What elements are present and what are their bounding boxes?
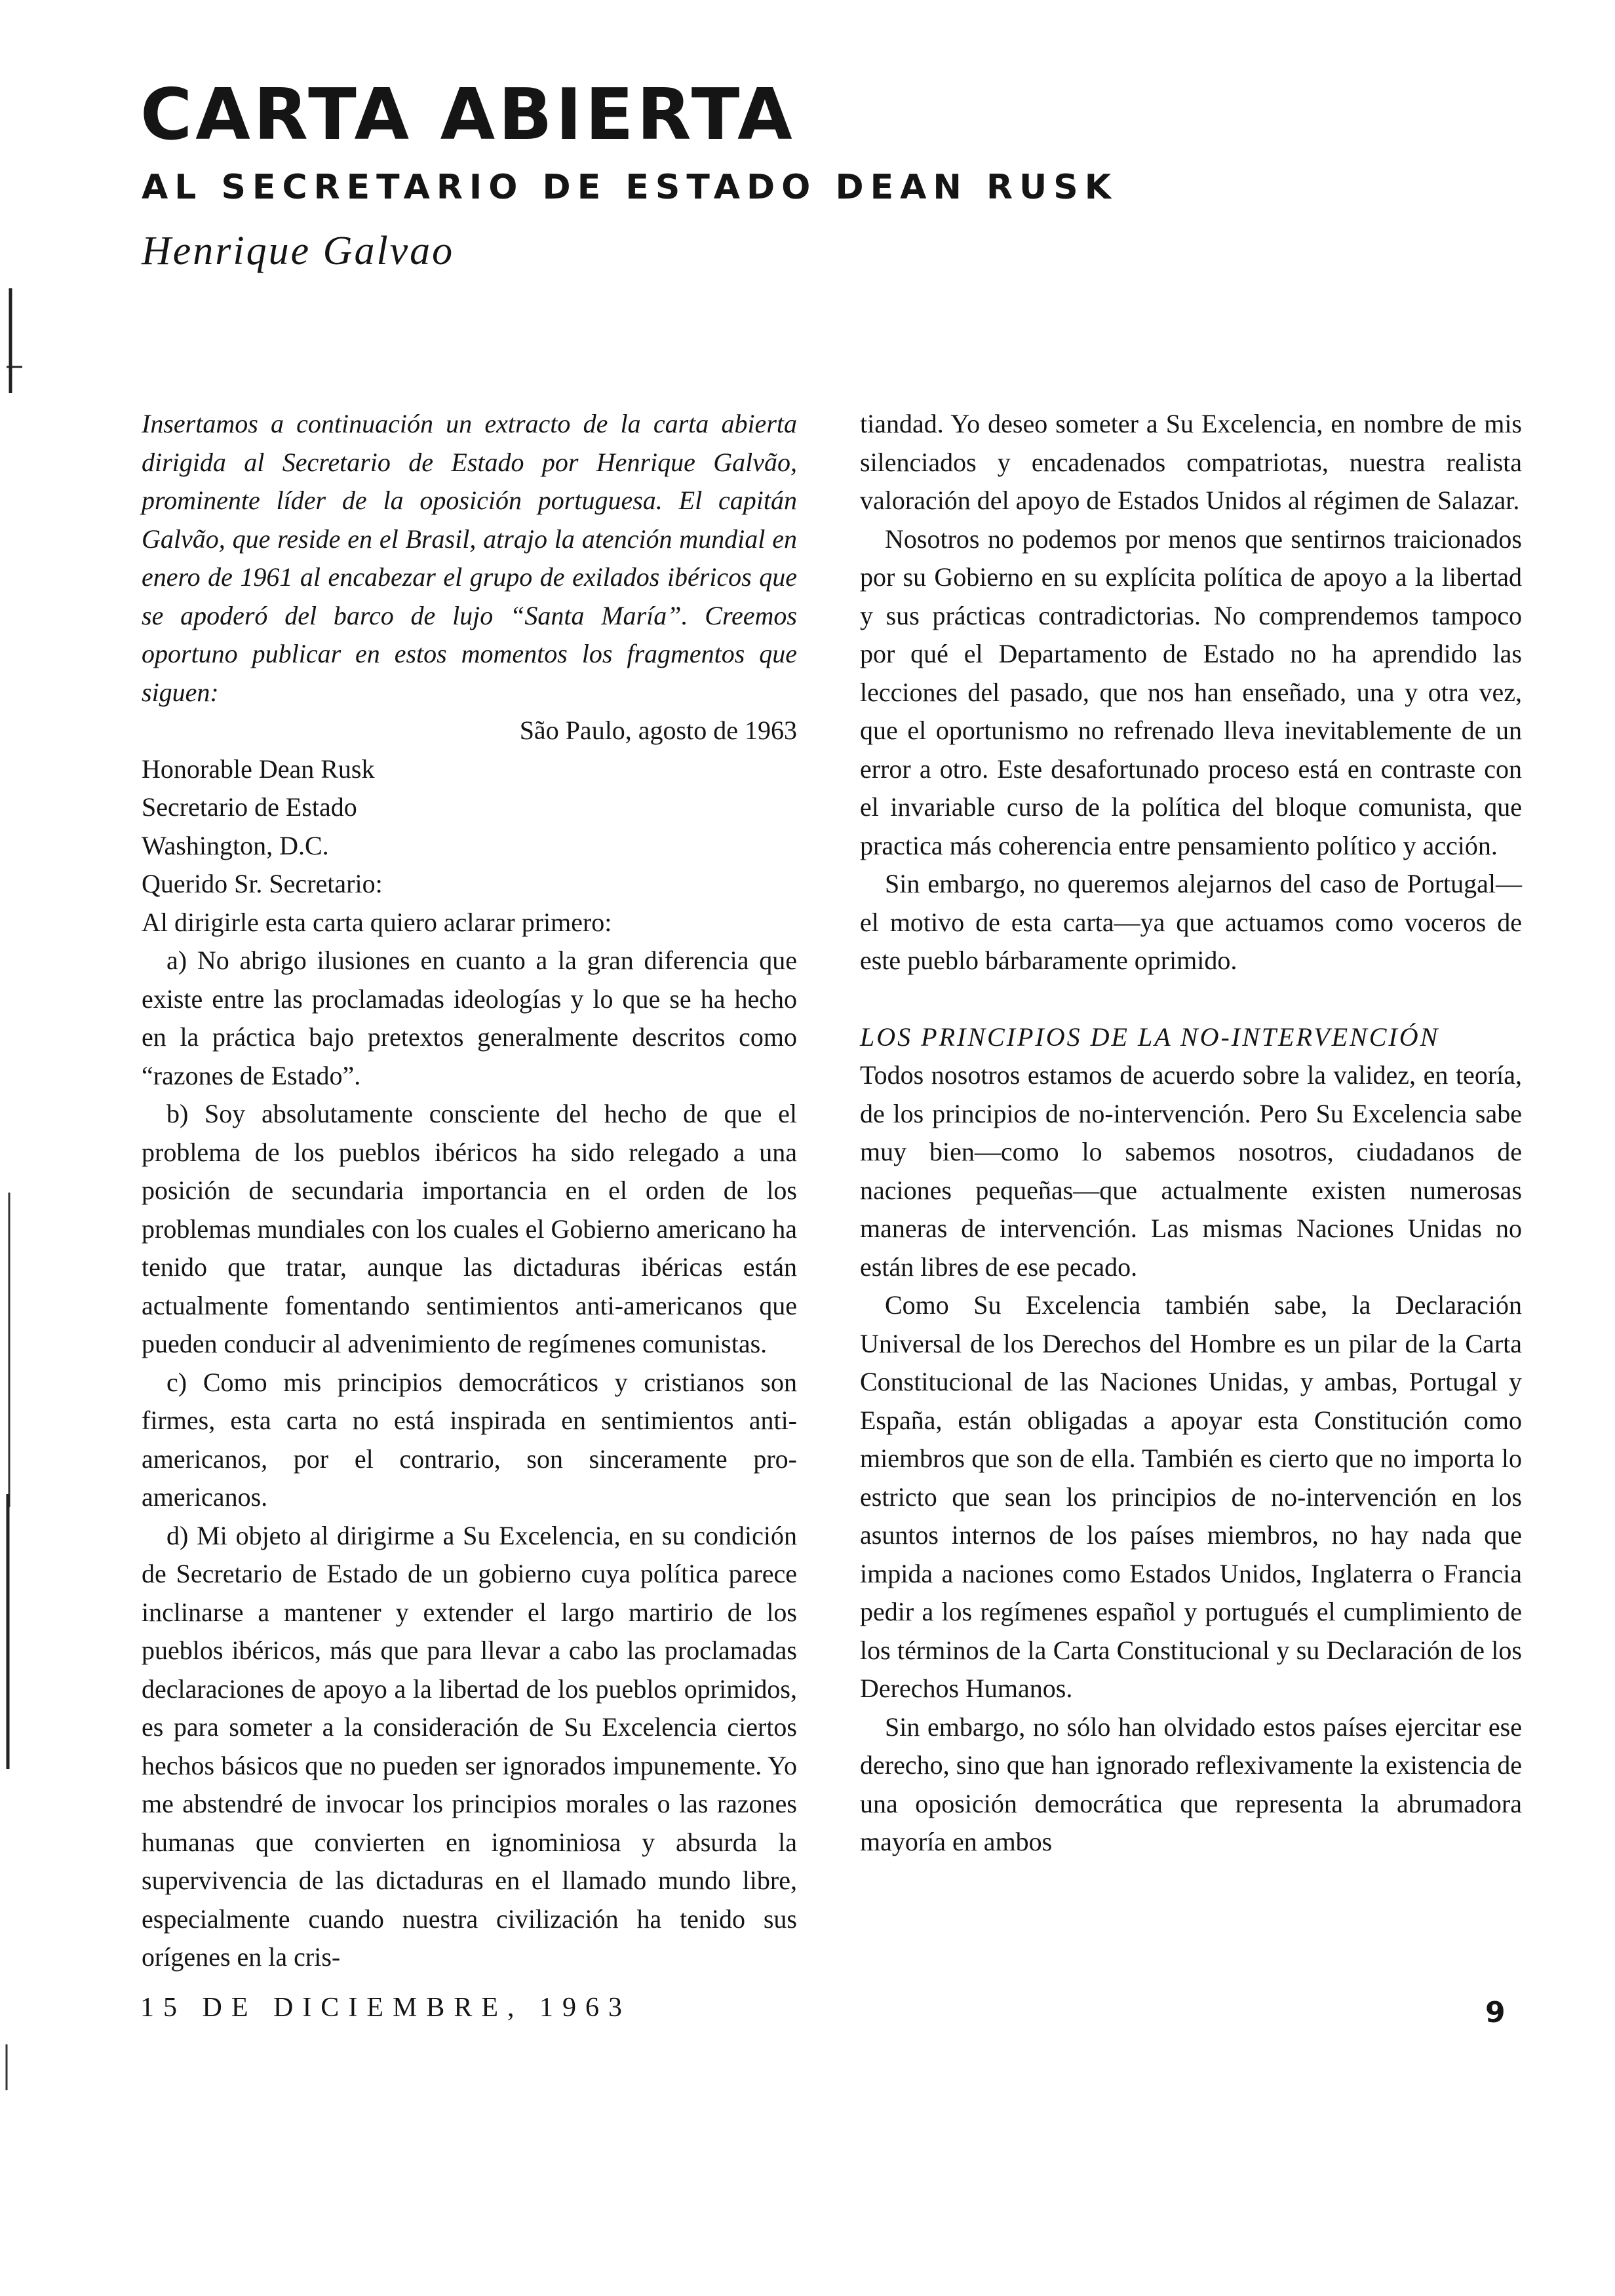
intro-paragraph: Insertamos a continuación un extracto de la carta abierta dirigida al Secretario de Estado por Henrique Galvão, prominente líder de la oposición portuguesa. El capitán Galvão, que reside en el Brasil, atrajo la atención mundial en enero de 1961 al encabezar el grupo de exilados ibéricos que se apoderó del barco de lujo “Santa María”. Creemos oportuno publicar en estos momentos los fragmentos que siguen: xyxy=(142,409,797,707)
letter-address-line: Secretario de Estado xyxy=(142,792,357,822)
letter-opening: Al dirigirle esta carta quiero aclarar primero: xyxy=(142,907,612,937)
body-paragraph: Sin embargo, no sólo han olvidado estos países ejercitar ese derecho, sino que han ignorado reflexivamente la existencia de una oposición democrática que representa la abrumadora mayoría en ambos xyxy=(860,1712,1522,1856)
point-d-paragraph: d) Mi objeto al dirigirme a Su Excelencia, en su condición de Secretario de Estado de un gobierno cuya política parece inclinarse a mantener y extender el largo martirio de los pueblos ibéricos, más que para llevar a cabo las proclamadas declaraciones de apoyo a la libertad de los pueblos oprimidos, es para someter a la consideración de Su Excelencia ciertos hechos básicos que no pueden ser ignorados impunemente. Yo me abstendré de invocar los principios morales o las razones humanas que convierten en ignominiosa y absurda la supervivencia de las dictaduras en el llamado mundo libre, especialmente cuando nuestra civilización ha tenido sus orígenes en la cris- xyxy=(142,1520,797,1972)
scan-edge-marks xyxy=(0,0,26,2296)
left-column xyxy=(142,405,797,1977)
article-subtitle: AL SECRETARIO DE ESTADO DEAN RUSK xyxy=(142,168,1118,207)
letter-salutation: Querido Sr. Secretario: xyxy=(142,869,383,898)
body-paragraph: Sin embargo, no queremos alejarnos del caso de Portugal—el motivo de esta carta—ya que actuamos como voceros de este pueblo bárbaramente oprimido. xyxy=(860,869,1522,975)
letter-address-line: Honorable Dean Rusk xyxy=(142,754,375,784)
body-paragraph: Como Su Excelencia también sabe, la Declaración Universal de los Derechos del Hombre es un pilar de la Carta Constitucional de las Naciones Unidas, y ambas, Portugal y España, están obligadas a apoyar esta Constitución como miembros que son de ella. También es cierto que no importa lo estricto que sean los principios de no-intervención en los asuntos internos de los países miembros, no hay nada que impida a naciones como Estados Unidos, Inglaterra o Francia pedir a los regímenes español y portugués el cumplimiento de los términos de la Carta Constitucional y su Declaración de los Derechos Humanos. xyxy=(860,1290,1522,1703)
body-paragraph: tiandad. Yo deseo someter a Su Excelencia, en nombre de mis silenciados y encadenados compatriotas, nuestra realista valoración del apoyo de Estados Unidos al régimen de Salazar. xyxy=(860,409,1522,515)
page-number: 9 xyxy=(1485,1996,1506,2029)
point-c-paragraph: c) Como mis principios democráticos y cristianos son firmes, esta carta no está inspirada en sentimientos anti-americanos, por el contrario, son sinceramente pro-americanos. xyxy=(142,1367,797,1512)
right-column xyxy=(860,405,1522,1862)
body-paragraph: Todos nosotros estamos de acuerdo sobre la validez, en teoría, de los principios de no-intervención. Pero Su Excelencia sabe muy bien—como lo sabemos nosotros, ciudadanos de naciones pequeñas—que actualmente existen numerosas maneras de intervención. Las mismas Naciones Unidas no están libres de ese pecado. xyxy=(860,1060,1522,1282)
section-heading: LOS PRINCIPIOS DE LA NO-INTERVENCIÓN xyxy=(860,1022,1440,1052)
letter-dateline: São Paulo, agosto de 1963 xyxy=(519,716,797,745)
body-paragraph: Nosotros no podemos por menos que sentirnos traicionados por su Gobierno en su explícita política de apoyo a la libertad y sus prácticas contradictorias. No comprendemos tampoco por qué el Departamento de Estado no ha aprendido las lecciones del pasado, que nos han enseñado, una y otra vez, que el oportunismo no refrenado lleva inevitablemente de un error a otro. Este desafortunado proceso está en contraste con el invariable curso de la política del bloque comunista, que practica más coherencia entre pensamiento político y acción. xyxy=(860,524,1522,860)
article-author: Henrique Galvao xyxy=(142,229,455,273)
letter-address-line: Washington, D.C. xyxy=(142,830,329,860)
footer-issue-date: 15 DE DICIEMBRE, 1963 xyxy=(140,1993,631,2023)
article-title: CARTA ABIERTA xyxy=(140,74,796,156)
point-b-paragraph: b) Soy absolutamente consciente del hecho de que el problema de los pueblos ibéricos ha sido relegado a una posición de secundaria importancia en el orden de los problemas mundiales con los cuales el Gobierno americano ha tenido que tratar, aunque las dictaduras ibéricas están actualmente fomentando sentimientos anti-americanos que pueden conducir al advenimiento de regímenes comunistas. xyxy=(142,1099,797,1358)
point-a-paragraph: a) No abrigo ilusiones en cuanto a la gran diferencia que existe entre las proclamadas ideologías y lo que se ha hecho en la práctica bajo pretextos generalmente descritos como “razones de Estado”. xyxy=(142,946,797,1090)
